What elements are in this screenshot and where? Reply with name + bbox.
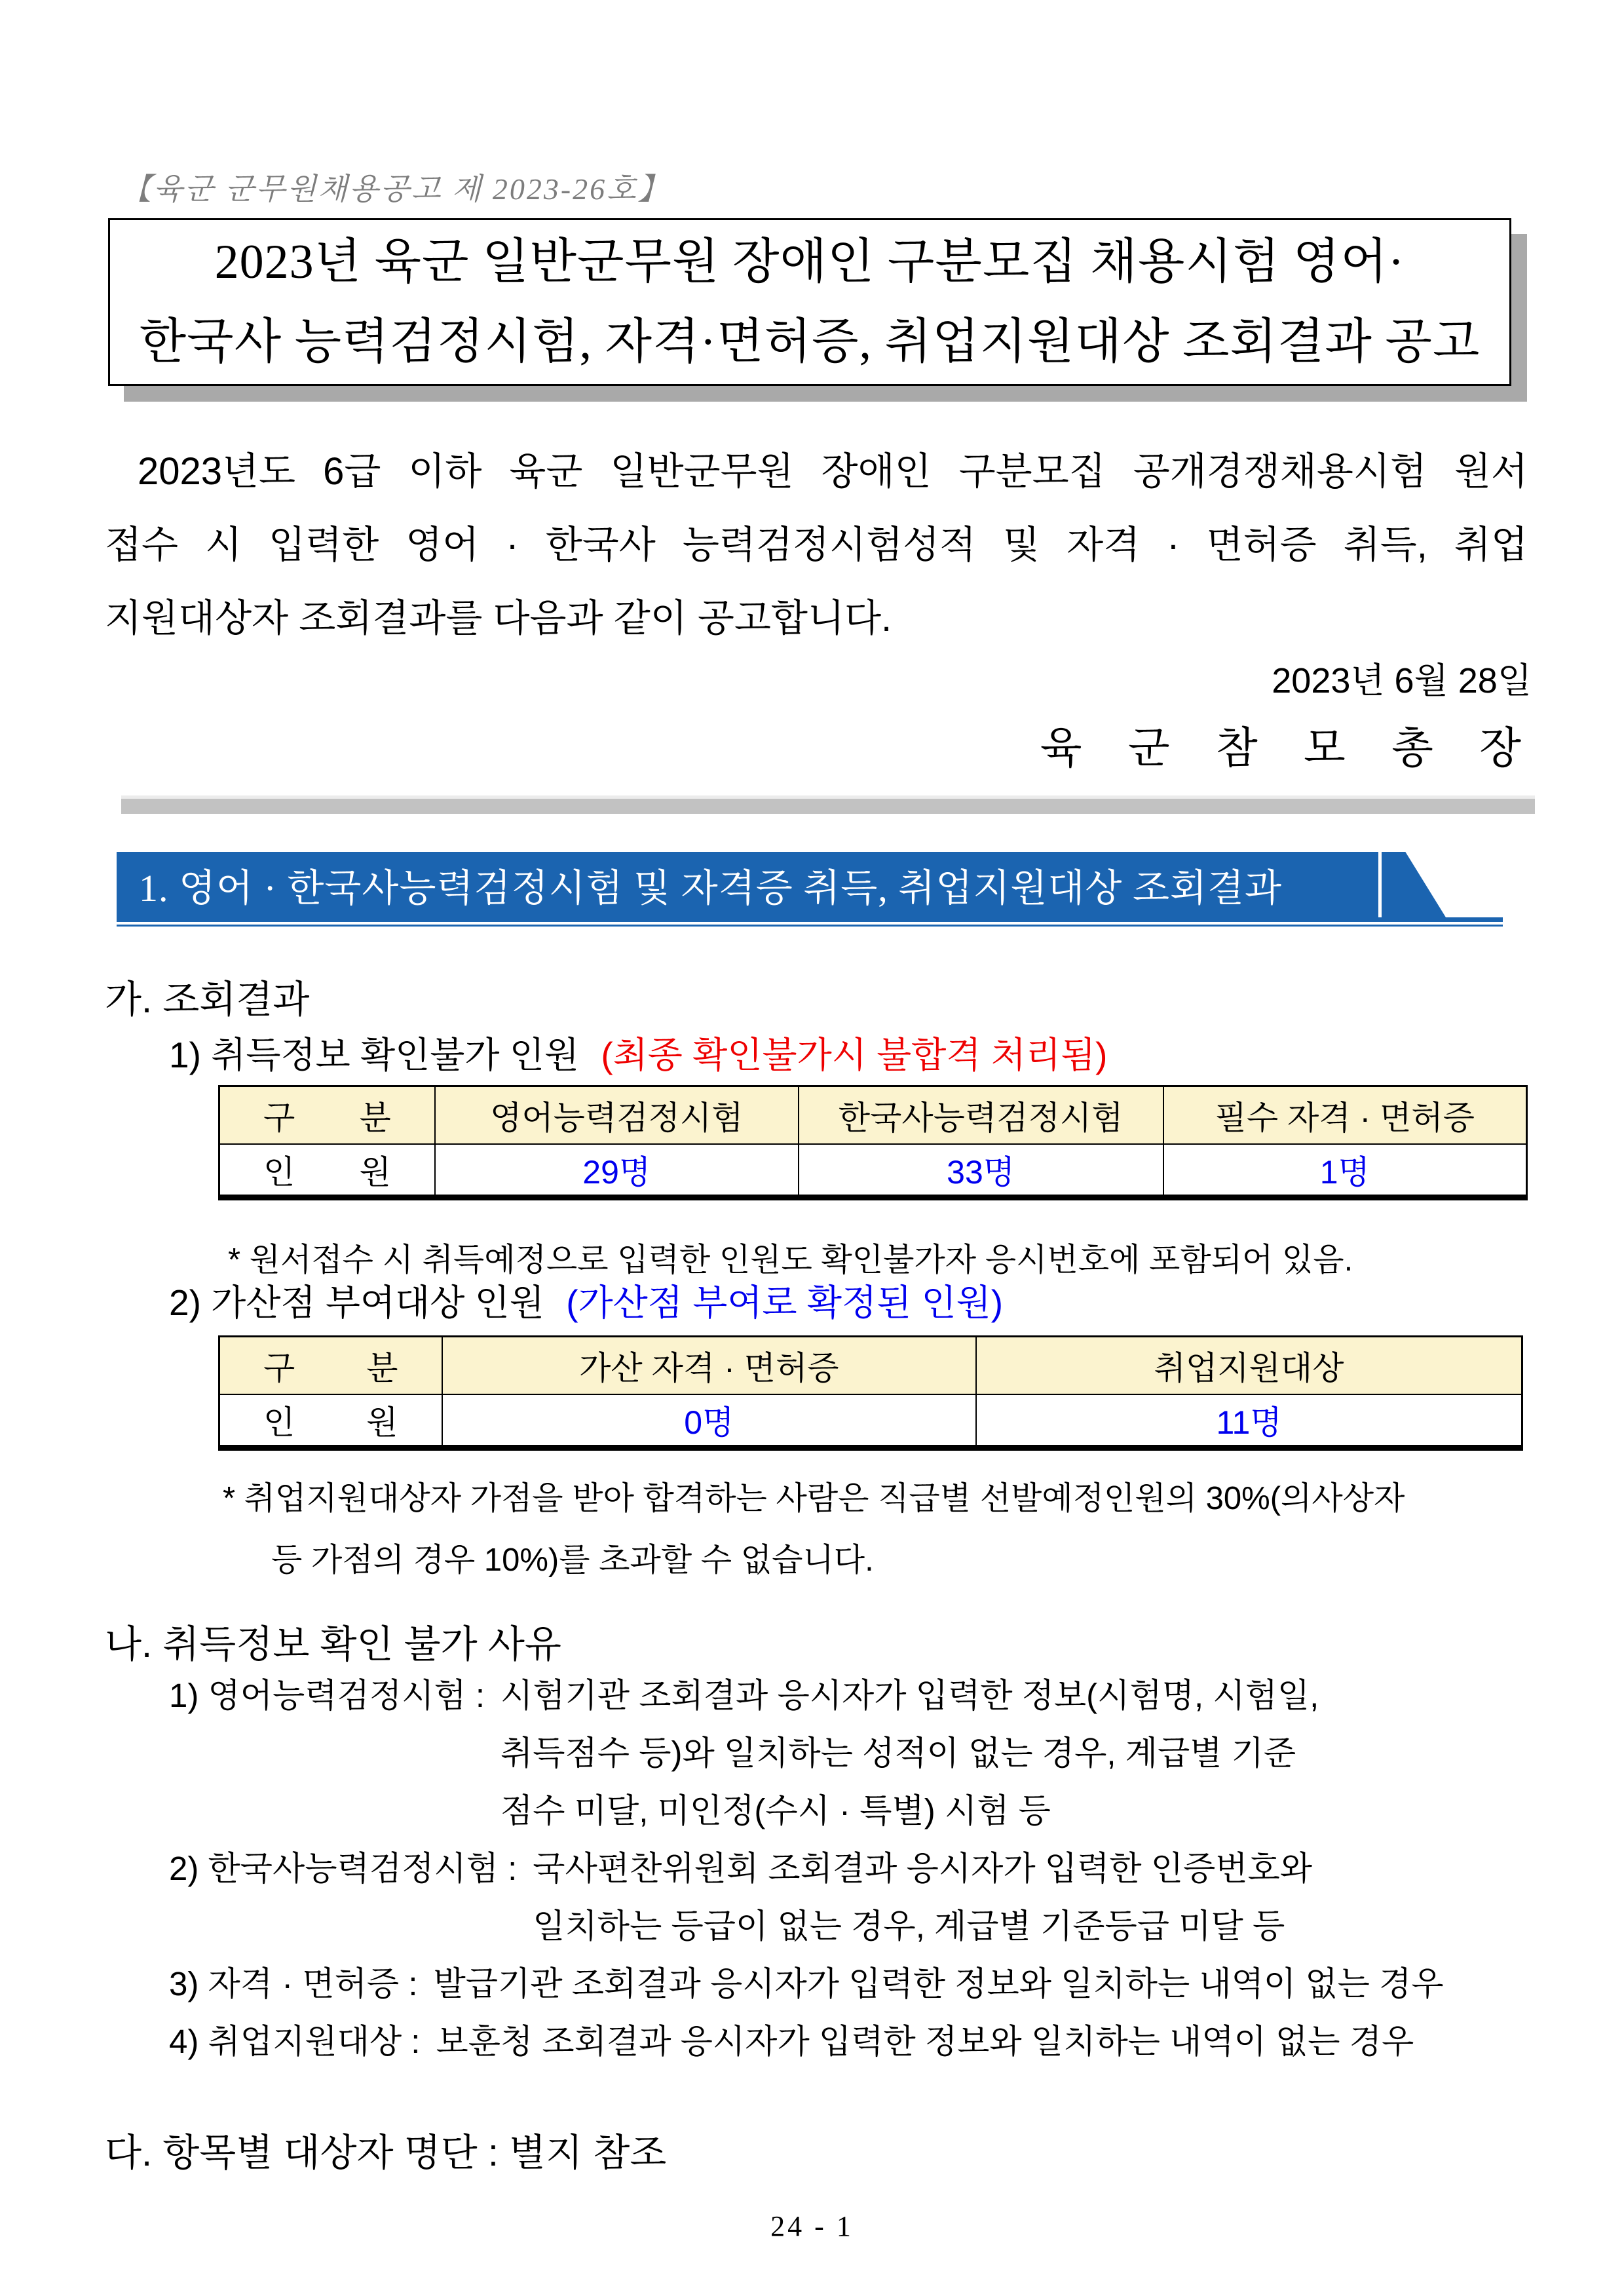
doc-number: 【육군 군무원채용공고 제 2023-26호】: [121, 172, 670, 206]
reason-item-license: [169, 1955, 1530, 2013]
sub-c-heading: 다. 항목별 대상자 명단 : 별지 참조: [105, 2132, 667, 2174]
section1-banner: [117, 852, 1503, 928]
table1-value-korean-history: 33명: [799, 1144, 1163, 1198]
table1-header-english: 영어능력검정시험: [435, 1086, 799, 1144]
table2-row-label: 인 원: [219, 1394, 442, 1448]
section1-underline-thin: [117, 925, 1503, 927]
reason-item-korean-history: [169, 1840, 1530, 1955]
reason-item-license-label: 3) 자격 · 면허증 :: [169, 1965, 418, 2002]
reason-item-english-body: [500, 1667, 1319, 1840]
footnote-2-line-2: 등 가점의 경우 10%)를 초과할 수 없습니다.: [271, 1542, 874, 1578]
reason-item-english-label: 1) 영어능력검정시험 :: [169, 1677, 485, 1714]
table-header-row: [219, 1086, 1527, 1144]
reason-item-license-body: [434, 1955, 1444, 2013]
table2-header-employment-support: 취업지원대상: [976, 1337, 1522, 1394]
reason-line: 발급기관 조회결과 응시자가 입력한 정보와 일치하는 내역이 없는 경우: [433, 1965, 1444, 2002]
table1-header-korean-history: 한국사능력검정시험: [799, 1086, 1163, 1144]
sub-a-heading: 가. 조회결과: [105, 978, 310, 1021]
reason-item-employment-support: [169, 2013, 1530, 2071]
reason-line: 일치하는 등급이 없는 경우, 계급별 기준등급 미달 등: [533, 1907, 1285, 1945]
table2-header-bonus-license: 가산 자격 · 면허증: [442, 1337, 976, 1394]
table2-value-bonus-license: 0명: [442, 1394, 976, 1448]
section1-banner-bar: [117, 852, 1378, 917]
intro-paragraph: [105, 435, 1528, 655]
intro-line-1: 2023년도 6급 이하 육군 일반군무원 장애인 구분모집 공개경쟁채용시험 원서: [138, 450, 1528, 493]
table-value-row: [219, 1144, 1527, 1198]
bonus-point-table: [218, 1335, 1523, 1451]
reason-item-employment-support-label: 4) 취업지원대상 :: [169, 2023, 421, 2060]
title-box: [108, 218, 1511, 386]
footnote-2: [223, 1468, 1405, 1591]
divider-bar: [121, 795, 1535, 814]
intro-line-2: 접수 시 입력한 영어 · 한국사 능력검정시험성적 및 자격 · 면허증 취득, 취업: [105, 524, 1528, 566]
section1-heading: 1. 영어 · 한국사능력검정시험 및 자격증 취득, 취업지원대상 조회결과: [139, 867, 1283, 909]
reason-line: 시험기관 조회결과 응시자가 입력한 정보(시험명, 시험일,: [500, 1677, 1319, 1714]
sub-a-item1: [169, 1026, 1108, 1078]
table-value-row: [219, 1394, 1522, 1448]
reason-item-english: [169, 1667, 1530, 1840]
sub-a-item2-label: 2) 가산점 부여대상 인원: [169, 1282, 544, 1323]
table1-header-gubun: 구 분: [219, 1086, 435, 1144]
sub-a-item2: [169, 1274, 1003, 1326]
sub-a-item1-label: 1) 취득정보 확인불가 인원: [169, 1035, 580, 1075]
reason-item-korean-history-label: 2) 한국사능력검정시험 :: [169, 1850, 518, 1887]
unconfirmed-count-table: [218, 1085, 1528, 1200]
title-line-1: 2023년 육군 일반군무원 장애인 구분모집 채용시험 영어·: [214, 235, 1405, 289]
section1-underline-thick: [117, 917, 1503, 922]
unconfirmed-reason-list: [169, 1667, 1530, 2071]
reason-line: 국사편찬위원회 조회결과 응시자가 입력한 인증번호와: [533, 1850, 1313, 1887]
title-line-2: 한국사 능력검정시험, 자격·면허증, 취업지원대상 조회결과 공고: [139, 315, 1481, 369]
section1-banner-tail: [1382, 852, 1446, 917]
reason-line: 점수 미달, 미인정(수시 · 특별) 시험 등: [500, 1792, 1051, 1829]
sub-b-heading: 나. 취득정보 확인 불가 사유: [105, 1623, 561, 1666]
intro-line-3: 지원대상자 조회결과를 다음과 같이 공고합니다.: [105, 597, 892, 640]
table-header-row: [219, 1337, 1522, 1394]
table1-value-english: 29명: [435, 1144, 799, 1198]
page-number: 24 - 1: [770, 2210, 854, 2242]
sub-a-item1-note-red: (최종 확인불가시 불합격 처리됨): [601, 1035, 1108, 1075]
table2-header-gubun: 구 분: [219, 1337, 442, 1394]
reason-item-employment-support-body: [436, 2013, 1414, 2071]
announcement-date: 2023년 6월 28일: [1272, 661, 1532, 700]
reason-line: 보훈청 조회결과 응시자가 입력한 정보와 일치하는 내역이 없는 경우: [436, 2023, 1414, 2060]
footnote-1: * 원서접수 시 취득예정으로 입력한 인원도 확인불가자 응시번호에 포함되어 있음.: [228, 1242, 1353, 1278]
table1-value-license: 1명: [1163, 1144, 1527, 1198]
signer: 육 군 참 모 총 장: [1040, 723, 1538, 772]
sub-a-item2-note-blue: (가산점 부여로 확정된 인원): [566, 1282, 1004, 1323]
footnote-2-line-1: * 취업지원대상자 가점을 받아 합격하는 사람은 직급별 선발예정인원의 30%(의사상자: [223, 1481, 1405, 1516]
table1-header-license: 필수 자격 · 면허증: [1163, 1086, 1527, 1144]
table2-value-employment-support: 11명: [976, 1394, 1522, 1448]
reason-item-korean-history-body: [533, 1840, 1312, 1955]
reason-line: 취득점수 등)와 일치하는 성적이 없는 경우, 계급별 기준: [500, 1734, 1296, 1772]
table1-row-label: 인 원: [219, 1144, 435, 1198]
